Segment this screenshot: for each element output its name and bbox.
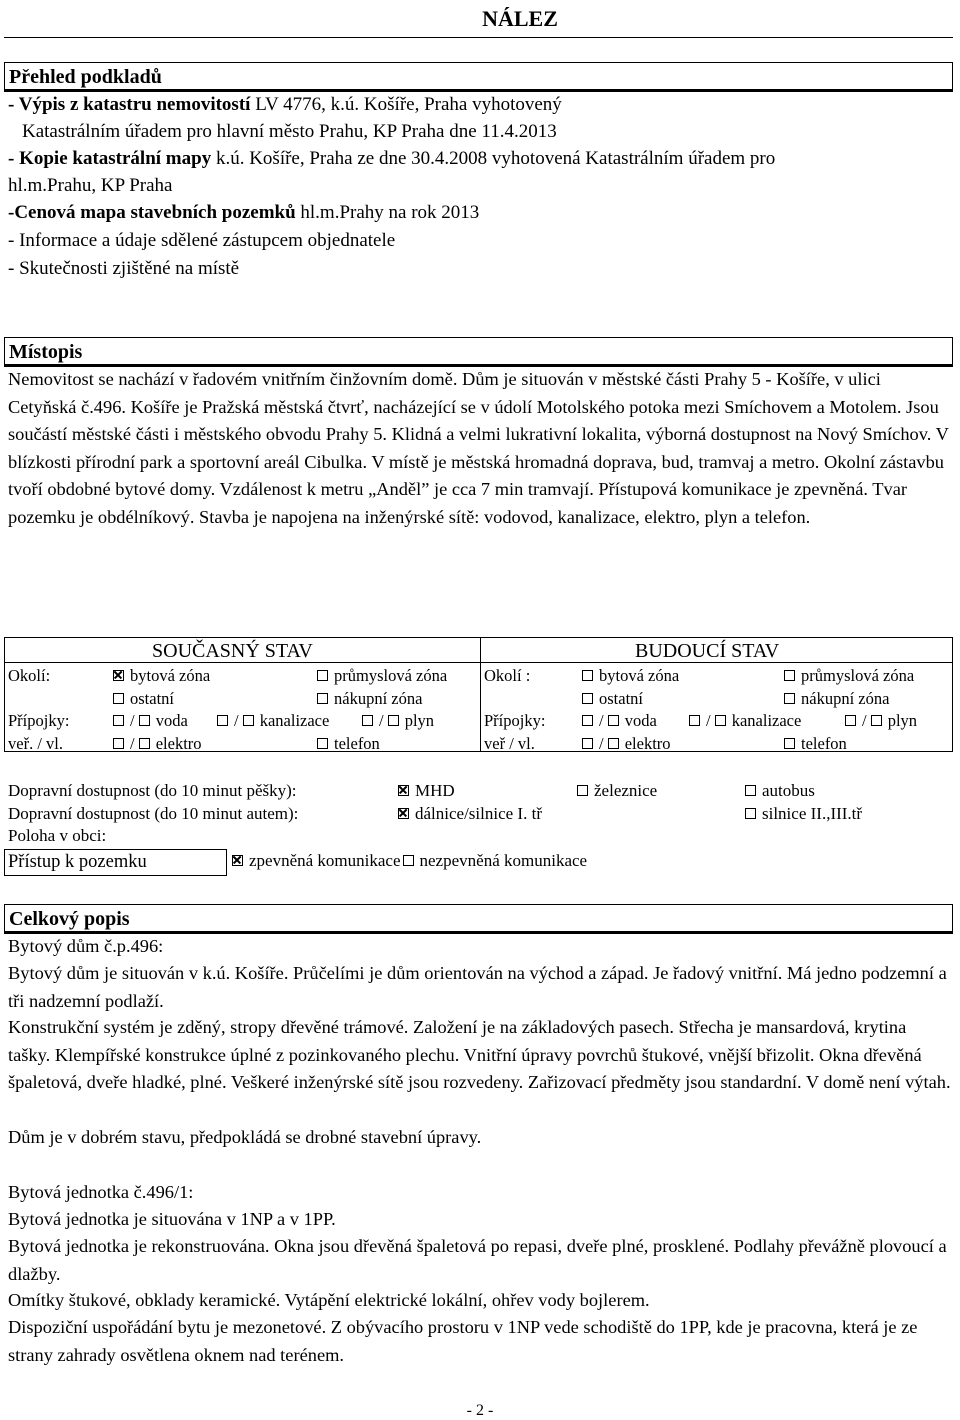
current-voda: [113, 711, 188, 731]
checkbox-icon[interactable]: [113, 715, 124, 726]
future-nakupni-zona: [784, 689, 889, 709]
future-voda: [582, 711, 657, 731]
checkbox-icon[interactable]: [403, 855, 414, 866]
slash: /: [379, 711, 384, 730]
checkbox-icon[interactable]: [784, 693, 795, 704]
current-kanalizace-label: kanalizace: [259, 711, 330, 730]
current-nakupni-label: nákupní zóna: [334, 689, 423, 708]
podklady-heading-box: [4, 62, 953, 92]
current-kanalizace: [217, 711, 329, 731]
podklady-item-1: [8, 94, 562, 116]
checked-box-icon[interactable]: [113, 670, 124, 681]
checkbox-icon[interactable]: [871, 715, 882, 726]
doprava-dalnice-label: dálnice/silnice I. tř: [415, 804, 542, 823]
podklady-item-3-bold: -Cenová mapa stavebních pozemků: [8, 202, 296, 223]
future-voda-label: voda: [624, 711, 657, 730]
jednotka-text-4: Dispoziční uspořádání bytu je mezonetové. Z obývacího prostoru v 1NP vede schodiště do 1PP, kde je pracovna, která je ze strany zahrady osvětlena oknem nad terénem.: [8, 1317, 918, 1365]
future-nakupni-label: nákupní zóna: [801, 689, 890, 708]
mistopis-text: Nemovitost se nachází v řadovém vnitřním činžovním domě. Dům je situován v městské části Prahy 5 - Košíře, v ulici Cetyňská č.496. Košíře je Pražská městská čtvrť, nacházející se v údolí Motolského potoka mezi Smíchovem a Motolem. Jsou součástí městské části i městského obvodu Prahy 5. Klidná a velmi lukrativní lokalita, výborná dostupnost na Nový Smíchov. V blízkosti přírodní park a sportovní areál Cibulka. V místě je městská hromadná doprava, bud, tramvaj a metro. Okolní zástavbu tvoří obdobné bytové domy. Vzdálenost k metru „Anděl” je cca 7 min tramvají. Přístupová komunikace je zpevněná. Tvar pozemku je obdélníkový. Stavba je napojena na inženýrské sítě: vodovod, kanalizace, elektro, plyn a telefon.: [8, 369, 949, 527]
doprava-silnice-label: silnice II.,III.tř: [762, 804, 863, 823]
jednotka-text-1: Bytová jednotka je situována v 1NP a v 1PP.: [8, 1209, 336, 1229]
future-telefon: [784, 734, 847, 754]
future-ostatni-label: ostatní: [599, 689, 643, 708]
podklady-item-1-cont: Katastrálním úřadem pro hlavní město Prahu, KP Praha dne 11.4.2013: [22, 121, 557, 142]
checkbox-icon[interactable]: [845, 715, 856, 726]
current-ver-label: veř. / vl.: [8, 734, 63, 753]
jednotka-title: Bytová jednotka č.496/1:: [8, 1182, 194, 1202]
checkbox-icon[interactable]: [362, 715, 373, 726]
current-telefon-label: telefon: [334, 734, 380, 753]
future-bytova-zona: [582, 666, 679, 686]
podklady-item-3: [8, 202, 479, 224]
checked-box-icon[interactable]: [398, 808, 409, 819]
podklady-item-1-bold: - Výpis z katastru nemovitostí: [8, 94, 251, 115]
jednotka-text-3: Omítky štukové, obklady keramické. Vytápění elektrické lokální, ohřev vody bojlerem.: [8, 1290, 650, 1310]
checkbox-icon[interactable]: [582, 693, 593, 704]
stav-heading-rule: [4, 662, 953, 663]
pristup-zpevnena-label: zpevněná komunikace: [249, 851, 401, 870]
current-state-heading: SOUČASNÝ STAV: [152, 640, 313, 662]
pristup-nezpevnena-label: nezpevněná komunikace: [419, 851, 588, 870]
podklady-heading: Přehled podkladů: [9, 66, 162, 88]
checkbox-icon[interactable]: [139, 738, 150, 749]
current-ostatni: [113, 689, 174, 709]
slash: /: [130, 711, 135, 730]
slash: /: [862, 711, 867, 730]
future-elektro: [582, 734, 671, 754]
slash: /: [706, 711, 711, 730]
doprava-pesky-label: Dopravní dostupnost (do 10 minut pěšky):: [8, 781, 297, 800]
checkbox-icon[interactable]: [317, 670, 328, 681]
doprava-autobus-label: autobus: [762, 781, 815, 800]
checkbox-icon[interactable]: [139, 715, 150, 726]
future-prumyslova-label: průmyslová zóna: [801, 666, 915, 685]
checkbox-icon[interactable]: [243, 715, 254, 726]
popis-heading-box: [4, 904, 953, 934]
future-elektro-label: elektro: [624, 734, 671, 753]
podklady-item-1-rest: LV 4776, k.ú. Košíře, Praha vyhotovený: [250, 94, 562, 115]
checked-box-icon[interactable]: [398, 785, 409, 796]
checkbox-icon[interactable]: [582, 738, 593, 749]
future-ver-label: veř / vl.: [484, 734, 535, 753]
mistopis-heading: Místopis: [9, 341, 83, 363]
popis-heading: Celkový popis: [9, 908, 130, 930]
future-kanalizace-label: kanalizace: [731, 711, 802, 730]
current-prumyslova-zona: [317, 666, 447, 686]
checkbox-icon[interactable]: [577, 785, 588, 796]
checkbox-icon[interactable]: [784, 738, 795, 749]
dum-title: Bytový dům č.p.496:: [8, 936, 164, 956]
current-telefon: [317, 734, 380, 754]
slash: /: [599, 711, 604, 730]
checkbox-icon[interactable]: [582, 715, 593, 726]
checkbox-icon[interactable]: [784, 670, 795, 681]
current-plyn: [362, 711, 434, 731]
slash: /: [130, 734, 135, 753]
current-bytova-label: bytová zóna: [130, 666, 211, 685]
stav-text: Dům je v dobrém stavu, předpokládá se drobné stavební úpravy.: [8, 1127, 482, 1147]
podklady-item-2-rest: k.ú. Košíře, Praha ze dne 30.4.2008 vyhotovená Katastrálním úřadem pro: [211, 148, 776, 169]
podklady-item-2: [8, 148, 775, 170]
doprava-dalnice: [398, 804, 542, 824]
checkbox-icon[interactable]: [608, 738, 619, 749]
doprava-autem-label: Dopravní dostupnost (do 10 minut autem):: [8, 804, 299, 823]
current-pripojky-label: Přípojky:: [8, 711, 70, 730]
checkbox-icon[interactable]: [715, 715, 726, 726]
pristup-label: Přístup k pozemku: [8, 852, 147, 872]
current-plyn-label: plyn: [404, 711, 435, 730]
title-rule: [4, 37, 953, 38]
checkbox-icon[interactable]: [388, 715, 399, 726]
future-kanalizace: [689, 711, 801, 731]
future-bytova-label: bytová zóna: [599, 666, 680, 685]
future-okoli-label: Okolí :: [484, 666, 531, 685]
podklady-item-2-cont: hl.m.Prahu, KP Praha: [8, 175, 173, 196]
current-prumyslova-label: průmyslová zóna: [334, 666, 448, 685]
checkbox-icon[interactable]: [582, 670, 593, 681]
current-bytova-zona: [113, 666, 210, 686]
checkbox-icon[interactable]: [113, 738, 124, 749]
jednotka-text-2: Bytová jednotka je rekonstruována. Okna jsou dřevěná špaletová po repasi, dveře plné, prosklené. Podlahy převážně plovoucí a dlažby.: [8, 1236, 947, 1284]
page-number: - 2 -: [466, 1402, 494, 1419]
checkbox-icon[interactable]: [317, 693, 328, 704]
doprava-mhd: [398, 781, 455, 801]
doprava-zeleznice: [577, 781, 657, 801]
dum-text: Bytový dům je situován v k.ú. Košíře. Průčelími je dům orientován na východ a západ. Je řadový vnitřní. Má jedno podzemní a tři nadzemní podlaží.: [8, 963, 947, 1011]
pristup-options: [232, 851, 587, 871]
checkbox-icon[interactable]: [689, 715, 700, 726]
doprava-zeleznice-label: železnice: [594, 781, 658, 800]
current-ostatni-label: ostatní: [130, 689, 174, 708]
page-title: NÁLEZ: [482, 6, 558, 31]
future-state-heading: BUDOUCÍ STAV: [635, 640, 780, 662]
future-pripojky-label: Přípojky:: [484, 711, 546, 730]
checkbox-icon[interactable]: [113, 693, 124, 704]
doprava-autobus: [745, 781, 815, 801]
checkbox-icon[interactable]: [608, 715, 619, 726]
current-nakupni-zona: [317, 689, 422, 709]
current-elektro-label: elektro: [155, 734, 202, 753]
slash: /: [234, 711, 239, 730]
podklady-item-3-rest: hl.m.Prahy na rok 2013: [295, 202, 480, 223]
current-voda-label: voda: [155, 711, 188, 730]
poloha-label: Poloha v obci:: [8, 826, 107, 845]
future-plyn-label: plyn: [887, 711, 918, 730]
konstrukce-text: Konstrukční systém je zděný, stropy dřevěné trámové. Založení je na základových pasech. Střecha je mansardová, krytina tašky. Klempířské konstrukce úplné z pozinkovaného plechu. Vnitřní úpravy povrchů štukové, vnější břizolit. Okna dřevěná špaletová, dveře hladké, plné. Veškeré inženýrské sítě jsou rozvedeny. Zařizovací předměty jsou standardní. V domě není výtah.: [8, 1017, 951, 1092]
future-prumyslova-zona: [784, 666, 914, 686]
checkbox-icon[interactable]: [217, 715, 228, 726]
future-plyn: [845, 711, 917, 731]
mistopis-heading-box: [4, 337, 953, 367]
podklady-item-2-bold: - Kopie katastrální mapy: [8, 148, 212, 169]
slash: /: [599, 734, 604, 753]
checkbox-icon[interactable]: [745, 785, 756, 796]
podklady-item-4: - Informace a údaje sdělené zástupcem objednatele: [8, 230, 396, 251]
doprava-silnice: [745, 804, 862, 824]
current-elektro: [113, 734, 202, 754]
podklady-item-5: - Skutečnosti zjištěné na místě: [8, 258, 240, 279]
checked-box-icon[interactable]: [232, 855, 243, 866]
checkbox-icon[interactable]: [745, 808, 756, 819]
doprava-mhd-label: MHD: [415, 781, 455, 800]
current-okoli-label: Okolí:: [8, 666, 51, 685]
future-ostatni: [582, 689, 643, 709]
checkbox-icon[interactable]: [317, 738, 328, 749]
future-telefon-label: telefon: [801, 734, 847, 753]
